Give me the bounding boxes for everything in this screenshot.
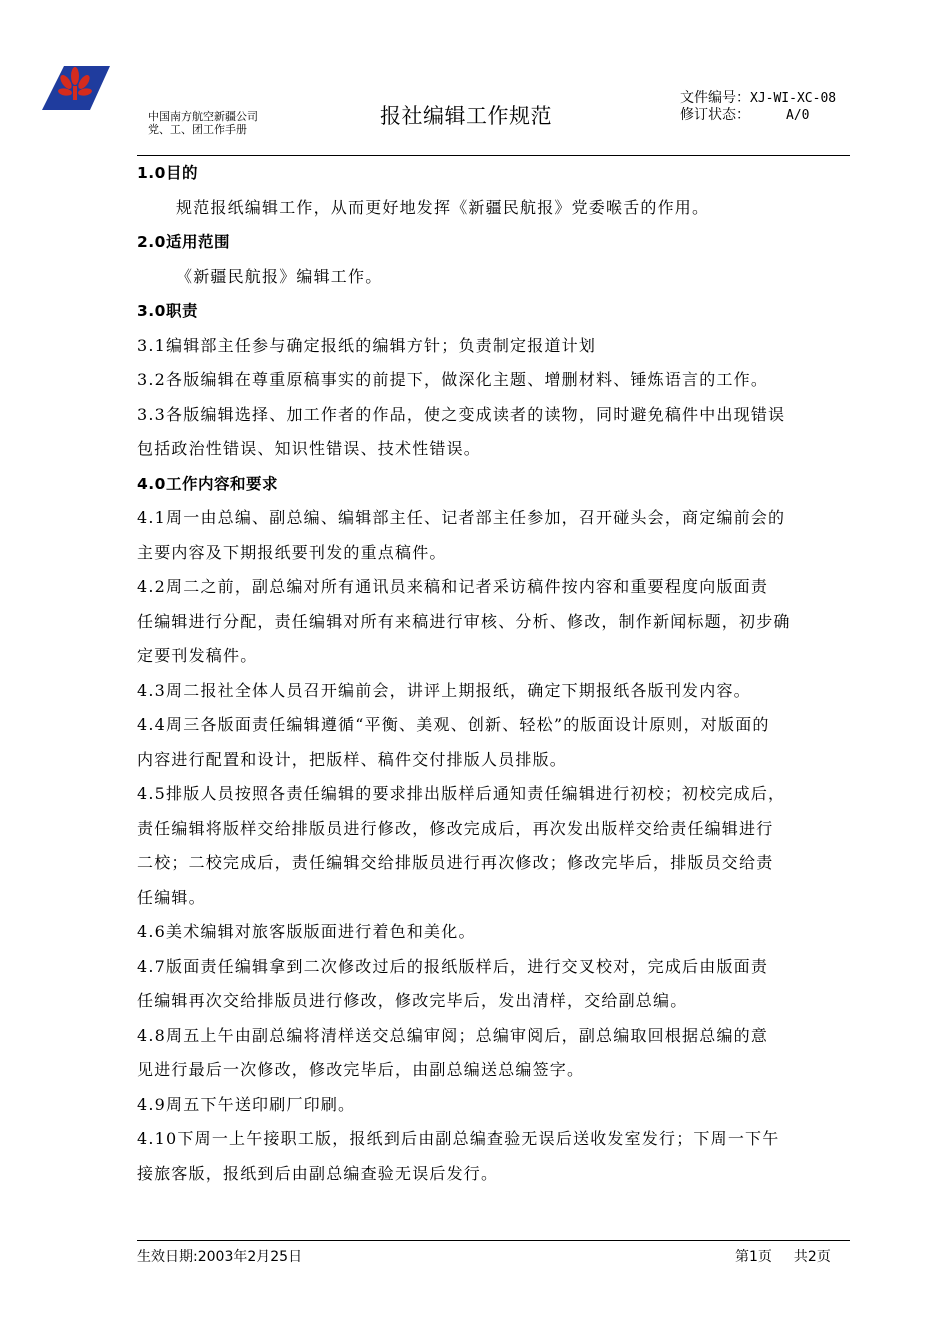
paragraph-line: 4.5排版人员按照各责任编辑的要求排出版样后通知责任编辑进行初校；初校完成后， — [137, 784, 786, 803]
revision-value: A/0 — [786, 108, 810, 123]
page-total: 共2页 — [793, 1249, 831, 1265]
paragraph-line: 规范报纸编辑工作，从而更好地发挥《新疆民航报》党委喉舌的作用。 — [176, 197, 710, 217]
paragraph-line: 见进行最后一次修改，修改完毕后，由副总编送总编签字。 — [137, 1060, 585, 1079]
paragraph-line: 4.7版面责任编辑拿到二次修改过后的报纸版样后，进行交叉校对，完成后由版面责 — [137, 956, 769, 976]
file-number-label: 文件编号： — [680, 90, 750, 106]
paragraph-line: 《新疆民航报》编辑工作。 — [176, 266, 383, 286]
section-heading: 3.0职责 — [137, 302, 198, 320]
paragraph-line: 4.2周二之前，副总编对所有通讯员来稿和记者采访稿件按内容和重要程度向版面责 — [137, 577, 769, 596]
paragraph-line: 主要内容及下期报纸要刊发的重点稿件。 — [137, 542, 447, 562]
section-heading: 1.0目的 — [137, 164, 198, 182]
paragraph-line: 4.8周五上午由副总编将清样送交总编审阅；总编审阅后，副总编取回根据总编的意 — [137, 1025, 769, 1045]
page-current: 第1页 — [735, 1249, 772, 1265]
document-body — [137, 156, 853, 1191]
document-meta — [680, 90, 836, 124]
paragraph-line: 内容进行配置和设计，把版样、稿件交付排版人员排版。 — [137, 749, 568, 769]
revision-row — [680, 107, 836, 124]
paragraph-line: 任编辑再次交给排版员进行修改，修改完毕后，发出清样，交给副总编。 — [137, 991, 688, 1010]
effective-date: 生效日期:2003年2月25日 — [137, 1249, 303, 1265]
paragraph-line: 定要刊发稿件。 — [137, 646, 258, 665]
document-title: 报社编辑工作规范 — [380, 104, 552, 128]
paragraph-line: 接旅客版，报纸到后由副总编查验无误后发行。 — [137, 1163, 499, 1183]
section-heading: 4.0工作内容和要求 — [137, 474, 278, 493]
paragraph-line: 3.3各版编辑选择、加工作者的作品，使之变成读者的读物，同时避免稿件中出现错误 — [137, 404, 786, 424]
file-number-value: XJ-WI-XC-08 — [750, 91, 837, 106]
paragraph-line: 3.2各版编辑在尊重原稿事实的前提下，做深化主题、增删材料、锤炼语言的工作。 — [137, 370, 769, 389]
section-heading: 2.0适用范围 — [137, 233, 230, 251]
paragraph-line: 任编辑。 — [137, 887, 206, 907]
page-indicator — [735, 1246, 831, 1266]
airline-logo — [42, 64, 112, 114]
paragraph-line: 4.9周五下午送印刷厂印刷。 — [137, 1094, 356, 1114]
paragraph-line: 4.1周一由总编、副总编、编辑部主任、记者部主任参加，召开碰头会，商定编前会的 — [137, 508, 786, 527]
paragraph-line: 4.4周三各版面责任编辑遵循“平衡、美观、创新、轻松”的版面设计原则，对版面的 — [137, 715, 770, 734]
file-number-row — [680, 90, 836, 107]
paragraph-line: 4.3周二报社全体人员召开编前会，讲评上期报纸，确定下期报纸各版刊发内容。 — [137, 680, 751, 700]
paragraph-line: 二校；二校完成后，责任编辑交给排版员进行再次修改；修改完毕后，排版员交给责 — [137, 853, 774, 872]
paragraph-line: 责任编辑将版样交给排版员进行修改，修改完成后，再次发出版样交给责任编辑进行 — [137, 818, 774, 838]
paragraph-line: 3.1编辑部主任参与确定报纸的编辑方针；负责制定报道计划 — [137, 335, 597, 355]
company-line-2: 党、工、团工作手册 — [148, 123, 247, 136]
revision-label: 修订状态： — [680, 107, 750, 123]
paragraph-line: 包括政治性错误、知识性错误、技术性错误。 — [137, 439, 482, 458]
paragraph-line: 任编辑进行分配，责任编辑对所有来稿进行审核、分析、修改，制作新闻标题，初步确 — [137, 611, 791, 631]
company-line-1: 中国南方航空新疆公司 — [148, 110, 258, 123]
company-name — [148, 110, 258, 136]
paragraph-line: 4.6美术编辑对旅客版版面进行着色和美化。 — [137, 922, 476, 941]
footer-divider — [137, 1240, 850, 1241]
paragraph-line: 4.10下周一上午接职工版，报纸到后由副总编查验无误后送收发室发行；下周一下午 — [137, 1129, 780, 1148]
